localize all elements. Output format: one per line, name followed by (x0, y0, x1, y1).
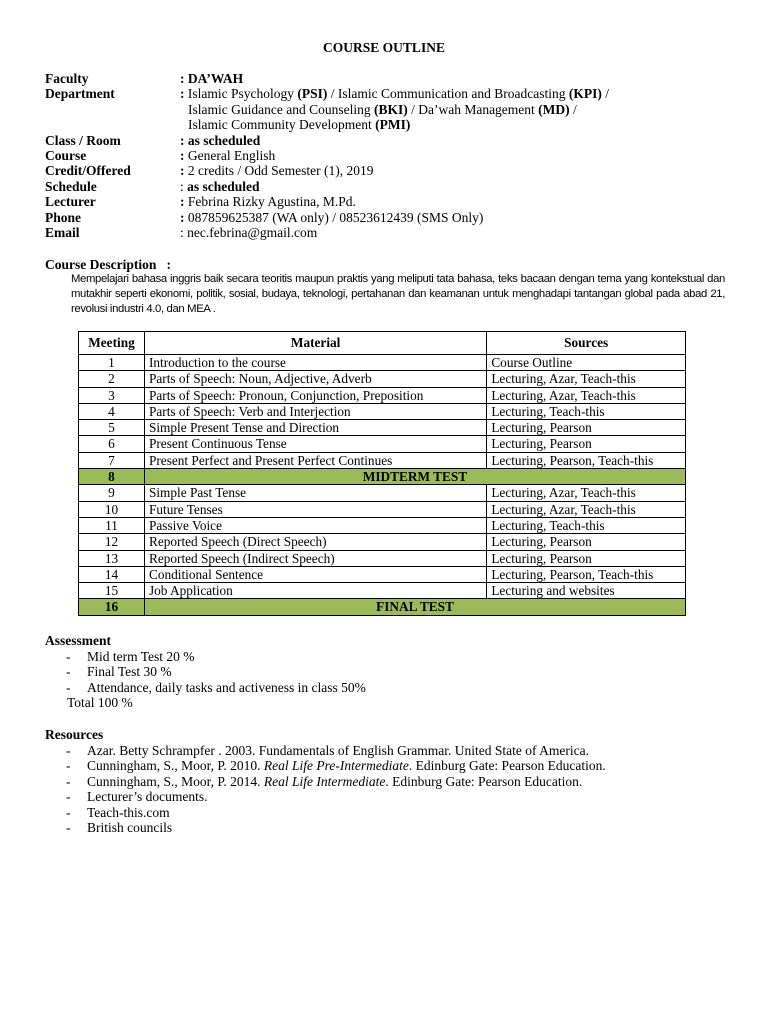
cell-material: Parts of Speech: Noun, Adjective, Adverb (144, 371, 486, 387)
course-description-text: Mempelajari bahasa inggris baik secara teoritis maupun praktis yang meliputi tata bahasa, teks bacaan dengan tema yang kontekstual dan mutakhir seperti ekonomi, politik, sosial, budaya, teknologi, pertahanan dan keamanan untuk menghadapi tantangan global pada abad 21, revolusi industri 4.0, dan MEA . (71, 273, 725, 315)
course-value: General English (187, 148, 276, 164)
class-row: Class / Room : as scheduled (45, 132, 261, 148)
list-item: - Attendance, daily tasks and activeness in class 50% (66, 679, 366, 695)
header-meeting: Meeting (79, 332, 145, 355)
list-item: - Cunningham, S., Moor, P. 2010. Real Life Pre-Intermediate. Edinburg Gate: Pearson Education. (66, 758, 606, 773)
lecturer-label: Lecturer (45, 194, 96, 210)
resources-heading: Resources (45, 727, 104, 742)
list-item: - Azar. Betty Schrampfer . 2003. Fundamentals of English Grammar. United State of America. (66, 742, 590, 758)
header-material: Material (144, 332, 486, 355)
cell-material: Simple Present Tense and Direction (144, 420, 486, 436)
cell-sources: Lecturing, Pearson (487, 550, 686, 566)
table-row (79, 566, 686, 582)
cell-sources: Course Outline (487, 355, 686, 371)
cell-sources: Lecturing, Teach-this (487, 517, 686, 533)
credit-label: Credit/Offered (45, 163, 131, 179)
credit-row: Credit/Offered : 2 credits / Odd Semester (1), 2019 (45, 163, 374, 179)
cell-meeting: 8 (79, 469, 145, 485)
list-item: - Final Test 30 % (66, 664, 172, 679)
list-item: - Lecturer’s documents. (66, 789, 208, 804)
table-row (79, 371, 686, 387)
cell-meeting: 12 (79, 534, 145, 550)
cell-sources: Lecturing, Pearson (487, 534, 686, 550)
cell-meeting: 13 (79, 550, 145, 566)
assessment-heading: Assessment (45, 633, 111, 648)
cell-sources: Lecturing, Azar, Teach-this (487, 501, 686, 517)
phone-label: Phone (45, 209, 82, 225)
table-row (79, 485, 686, 501)
table-row (79, 534, 686, 550)
phone-value: 087859625387 (WA only) / 08523612439 (SMS Only) (187, 209, 484, 225)
email-label: Email (45, 225, 80, 241)
cell-material: Reported Speech (Indirect Speech) (144, 550, 486, 566)
cell-sources: Lecturing, Pearson, Teach-this (487, 566, 686, 582)
list-item: - Teach-this.com (66, 804, 170, 820)
cell-material: Future Tenses (144, 501, 486, 517)
cell-material: Job Application (144, 583, 486, 599)
course-row: Course : General English (45, 148, 276, 164)
cell-test: FINAL TEST (144, 599, 685, 615)
cell-sources: Lecturing, Teach-this (487, 403, 686, 419)
assessment-section (45, 633, 366, 711)
table-row (79, 517, 686, 533)
table-header-row (79, 332, 686, 355)
lecturer-value: Febrina Rizky Agustina, M.Pd. (187, 194, 356, 210)
cell-sources: Lecturing, Azar, Teach-this (487, 387, 686, 403)
schedule-row: Schedule : as scheduled (45, 178, 260, 194)
assessment-list (45, 649, 366, 696)
resources-list (45, 743, 606, 836)
cell-material: Conditional Sentence (144, 566, 486, 582)
department-row (45, 86, 700, 132)
table-row (79, 420, 686, 436)
cell-meeting: 2 (79, 371, 145, 387)
assessment-total: Total 100 % (67, 695, 133, 710)
cell-meeting: 10 (79, 501, 145, 517)
cell-meeting: 1 (79, 355, 145, 371)
lecturer-row: Lecturer : Febrina Rizky Agustina, M.Pd. (45, 194, 356, 210)
cell-meeting: 9 (79, 485, 145, 501)
cell-sources: Lecturing, Azar, Teach-this (487, 485, 686, 501)
cell-material: Parts of Speech: Pronoun, Conjunction, Preposition (144, 387, 486, 403)
cell-meeting: 6 (79, 436, 145, 452)
table-row (79, 355, 686, 371)
page-title: COURSE OUTLINE (323, 40, 445, 55)
email-value: nec.febrina@gmail.com (187, 225, 318, 241)
cell-test: MIDTERM TEST (144, 469, 685, 485)
cell-meeting: 15 (79, 583, 145, 599)
cell-sources: Lecturing, Pearson, Teach-this (487, 452, 686, 468)
course-schedule-table (78, 331, 686, 616)
cell-meeting: 4 (79, 403, 145, 419)
table-row (79, 452, 686, 468)
cell-material: Passive Voice (144, 517, 486, 533)
cell-meeting: 16 (79, 599, 145, 615)
table-row (79, 501, 686, 517)
cell-material: Present Perfect and Present Perfect Continues (144, 452, 486, 468)
cell-material: Present Continuous Tense (144, 436, 486, 452)
schedule-label: Schedule (45, 178, 97, 194)
cell-meeting: 11 (79, 517, 145, 533)
email-row: Email : nec.febrina@gmail.com (45, 225, 318, 241)
list-item: - Mid term Test 20 % (66, 648, 195, 664)
cell-sources: Lecturing and websites (487, 583, 686, 599)
table-row-test (79, 469, 686, 485)
course-description-heading: Course Description : (45, 257, 171, 272)
course-label: Course (45, 148, 87, 164)
table-row-test (79, 599, 686, 615)
course-info (45, 71, 700, 240)
cell-material: Parts of Speech: Verb and Interjection (144, 403, 486, 419)
cell-sources: Lecturing, Pearson (487, 420, 686, 436)
table-row (79, 403, 686, 419)
list-item: - British councils (66, 820, 173, 835)
cell-material: Simple Past Tense (144, 485, 486, 501)
schedule-value: as scheduled (187, 178, 260, 194)
credit-value: 2 credits / Odd Semester (1), 2019 (187, 163, 374, 179)
cell-meeting: 3 (79, 387, 145, 403)
table-row (79, 436, 686, 452)
cell-sources: Lecturing, Pearson (487, 436, 686, 452)
table-body (79, 355, 686, 616)
table-row (79, 583, 686, 599)
cell-sources: Lecturing, Azar, Teach-this (487, 371, 686, 387)
table-row (79, 387, 686, 403)
faculty-row: Faculty : DA’WAH (45, 71, 244, 86)
department-value: : Islamic Psychology (PSI) / Islamic Communication and Broadcasting (KPI) / Islamic Guidance and Counseling (BKI) / Da’wah Management (MD) / Islamic Community Development (PMI) (180, 86, 609, 133)
phone-row: Phone : 087859625387 (WA only) / 08523612439 (SMS Only) (45, 209, 484, 225)
resources-section (45, 727, 606, 836)
cell-meeting: 7 (79, 452, 145, 468)
faculty-label: Faculty (45, 71, 89, 86)
cell-meeting: 5 (79, 420, 145, 436)
cell-material: Introduction to the course (144, 355, 486, 371)
department-label: Department (45, 86, 115, 102)
table-row (79, 550, 686, 566)
list-item: - Cunningham, S., Moor, P. 2014. Real Life Intermediate. Edinburg Gate: Pearson Education. (66, 773, 583, 789)
cell-meeting: 14 (79, 566, 145, 582)
header-sources: Sources (487, 332, 686, 355)
class-value: as scheduled (187, 132, 261, 148)
faculty-value: DA’WAH (187, 71, 244, 86)
cell-material: Reported Speech (Direct Speech) (144, 534, 486, 550)
class-label: Class / Room (45, 132, 121, 148)
